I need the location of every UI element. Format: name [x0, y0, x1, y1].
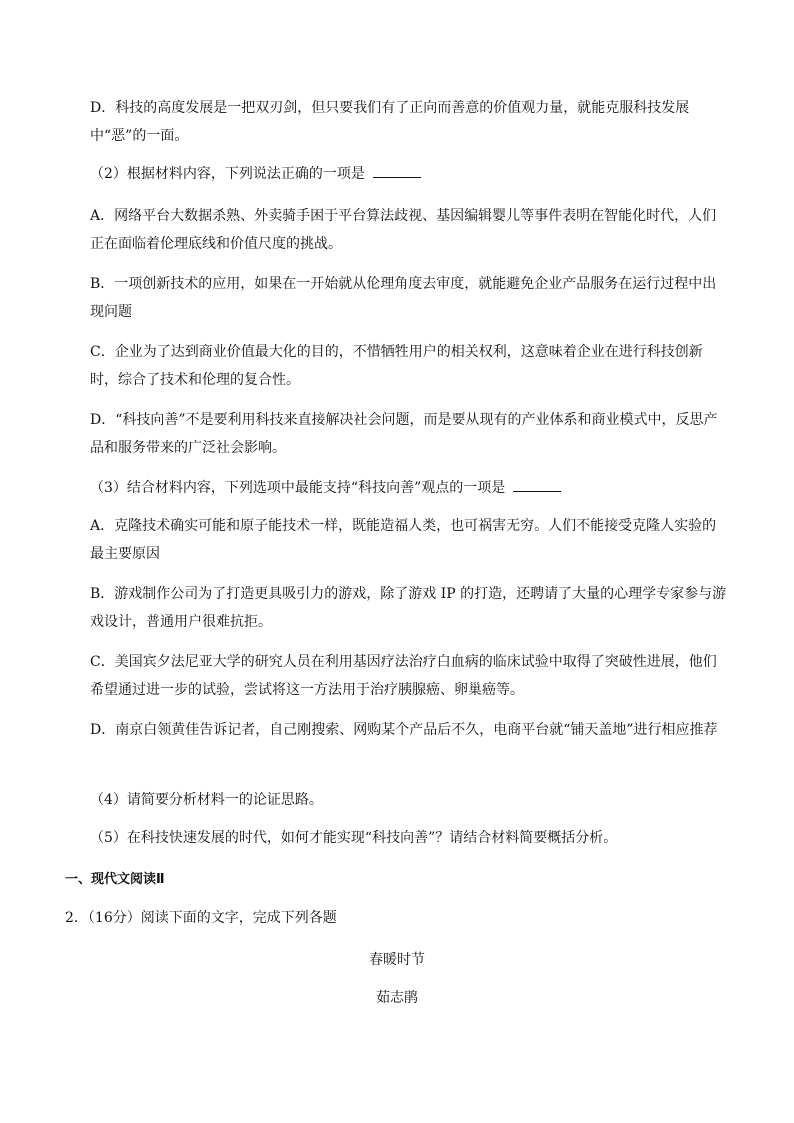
question-5: （5）在科技快速发展的时代，如何才能实现“科技向善”？请结合材料简要概括分析。	[90, 830, 618, 846]
q2-option-d: D．“科技向善”不是要利用科技来直接解决社会问题，而是要从现有的产业体系和商业模式中，反思产品和服务带来的广泛社会影响。	[90, 412, 718, 456]
question-3-stem	[90, 474, 730, 502]
question-2-text: （2）根据材料内容，下列说法正确的一项是	[90, 166, 365, 182]
question-4: （4）请简要分析材料一的论证思路。	[90, 792, 323, 808]
q2-option-a: A．网络平台大数据杀熟、外卖骑手困于平台算法歧视、基因编辑婴儿等事件表明在智能化时代，人们正在面临着伦理底线和价值尺度的挑战。	[90, 208, 717, 252]
question-2-stem	[90, 160, 730, 188]
q3-option-d: D．南京白领黄佳告诉记者，自己刚搜索、网购某个产品后不久，电商平台就“铺天盖地”进行相应推荐	[90, 722, 718, 738]
answer-blank	[513, 477, 561, 492]
q2-option-b: B．一项创新技术的应用，如果在一开始就从伦理角度去审度，就能避免企业产品服务在运行过程中出现问题	[90, 276, 717, 320]
q2-option-c: C．企业为了达到商业价值最大化的目的，不惜牺牲用户的相关权利，这意味着企业在进行科技创新时，综合了技术和伦理的复合性。	[90, 344, 703, 388]
q3-option-c: C．美国宾夕法尼亚大学的研究人员在利用基因疗法治疗白血病的临床试验中取得了突破性进展，他们希望通过进一步的试验，尝试将这一方法用于治疗胰腺癌、卵巢癌等。	[90, 654, 717, 698]
article-author: 茹志鹃	[376, 990, 418, 1006]
q3-option-a: A．克隆技术确实可能和原子能技术一样，既能造福人类，也可祸害无穷。人们不能接受克隆人实验的最主要原因	[90, 518, 717, 562]
question-3-text: （3）结合材料内容，下列选项中最能支持“科技向善”观点的一项是	[90, 480, 506, 496]
answer-blank	[373, 163, 421, 178]
article-title: 春暖时节	[369, 952, 425, 968]
section-heading: 一、现代文阅读Ⅱ	[65, 872, 165, 887]
q3-option-b: B．游戏制作公司为了打造更具吸引力的游戏，除了游戏 IP 的打造，还聘请了大量的心理学专家参与游戏设计，普通用户很难抗拒。	[90, 586, 727, 630]
option-d-previous: D．科技的高度发展是一把双刃剑，但只要我们有了正向而善意的价值观力量，就能克服科技发展中“恶”的一面。	[90, 100, 690, 144]
question-number: 2．（16分）阅读下面的文字，完成下列各题	[65, 910, 337, 926]
